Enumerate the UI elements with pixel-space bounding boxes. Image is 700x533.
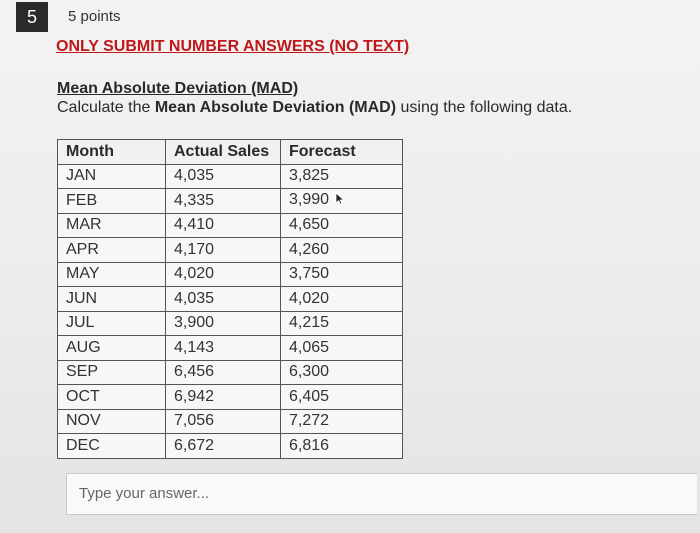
forecast-cell: 6,816 xyxy=(281,434,403,459)
table-row xyxy=(58,311,403,336)
warning-text: ONLY SUBMIT NUMBER ANSWERS (NO TEXT) xyxy=(56,38,410,55)
forecast-cell: 4,065 xyxy=(281,336,403,361)
question-heading: Mean Absolute Deviation (MAD) xyxy=(57,80,299,97)
table-row xyxy=(58,434,403,459)
forecast-cell: 6,405 xyxy=(281,385,403,410)
month-cell: MAY xyxy=(58,262,166,287)
instruction-prefix: Calculate the xyxy=(57,99,155,116)
actual-sales-cell: 6,672 xyxy=(166,434,281,459)
table-row xyxy=(58,213,403,238)
column-header-month: Month xyxy=(58,140,166,165)
instruction-suffix: using the following data. xyxy=(396,99,573,116)
month-cell: JUL xyxy=(58,311,166,336)
table-row xyxy=(58,287,403,312)
answer-input[interactable] xyxy=(67,474,679,512)
month-cell: OCT xyxy=(58,385,166,410)
table-row xyxy=(58,385,403,410)
month-cell: JUN xyxy=(58,287,166,312)
month-cell: NOV xyxy=(58,409,166,434)
forecast-cell: 4,260 xyxy=(281,238,403,263)
question-instruction xyxy=(57,99,572,117)
forecast-cell: 3,825 xyxy=(281,164,403,189)
actual-sales-cell: 4,035 xyxy=(166,287,281,312)
column-header-forecast: Forecast xyxy=(281,140,403,165)
table-row xyxy=(58,336,403,361)
actual-sales-cell: 3,900 xyxy=(166,311,281,336)
actual-sales-cell: 6,942 xyxy=(166,385,281,410)
month-cell: FEB xyxy=(58,189,166,214)
actual-sales-cell: 6,456 xyxy=(166,360,281,385)
forecast-cell: 4,215 xyxy=(281,311,403,336)
points-label: 5 points xyxy=(68,8,121,25)
mouse-pointer-icon xyxy=(335,192,345,210)
answer-box[interactable] xyxy=(66,473,697,515)
actual-sales-cell: 4,170 xyxy=(166,238,281,263)
question-number-badge xyxy=(16,2,48,32)
table-row xyxy=(58,189,403,214)
forecast-cell: 3,990 xyxy=(289,191,330,209)
question-number: 5 xyxy=(26,6,37,27)
actual-sales-cell: 4,143 xyxy=(166,336,281,361)
actual-sales-cell: 4,020 xyxy=(166,262,281,287)
forecast-cell: 6,300 xyxy=(281,360,403,385)
actual-sales-cell: 4,410 xyxy=(166,213,281,238)
month-cell: SEP xyxy=(58,360,166,385)
forecast-cell: 4,650 xyxy=(281,213,403,238)
month-cell: MAR xyxy=(58,213,166,238)
table-row xyxy=(58,409,403,434)
table-row xyxy=(58,238,403,263)
sales-data-table xyxy=(57,139,403,459)
month-cell: AUG xyxy=(58,336,166,361)
table-row xyxy=(58,262,403,287)
actual-sales-cell: 4,035 xyxy=(166,164,281,189)
actual-sales-cell: 7,056 xyxy=(166,409,281,434)
month-cell: DEC xyxy=(58,434,166,459)
forecast-cell-with-cursor xyxy=(281,189,403,214)
month-cell: APR xyxy=(58,238,166,263)
instruction-bold: Mean Absolute Deviation (MAD) xyxy=(154,99,397,116)
actual-sales-cell: 4,335 xyxy=(166,189,281,214)
column-header-actual-sales: Actual Sales xyxy=(166,140,281,165)
forecast-cell: 3,750 xyxy=(281,262,403,287)
forecast-cell: 7,272 xyxy=(281,409,403,434)
month-cell: JAN xyxy=(58,164,166,189)
table-row xyxy=(58,164,403,189)
forecast-cell: 4,020 xyxy=(281,287,403,312)
table-row xyxy=(58,360,403,385)
table-header-row xyxy=(58,140,403,165)
